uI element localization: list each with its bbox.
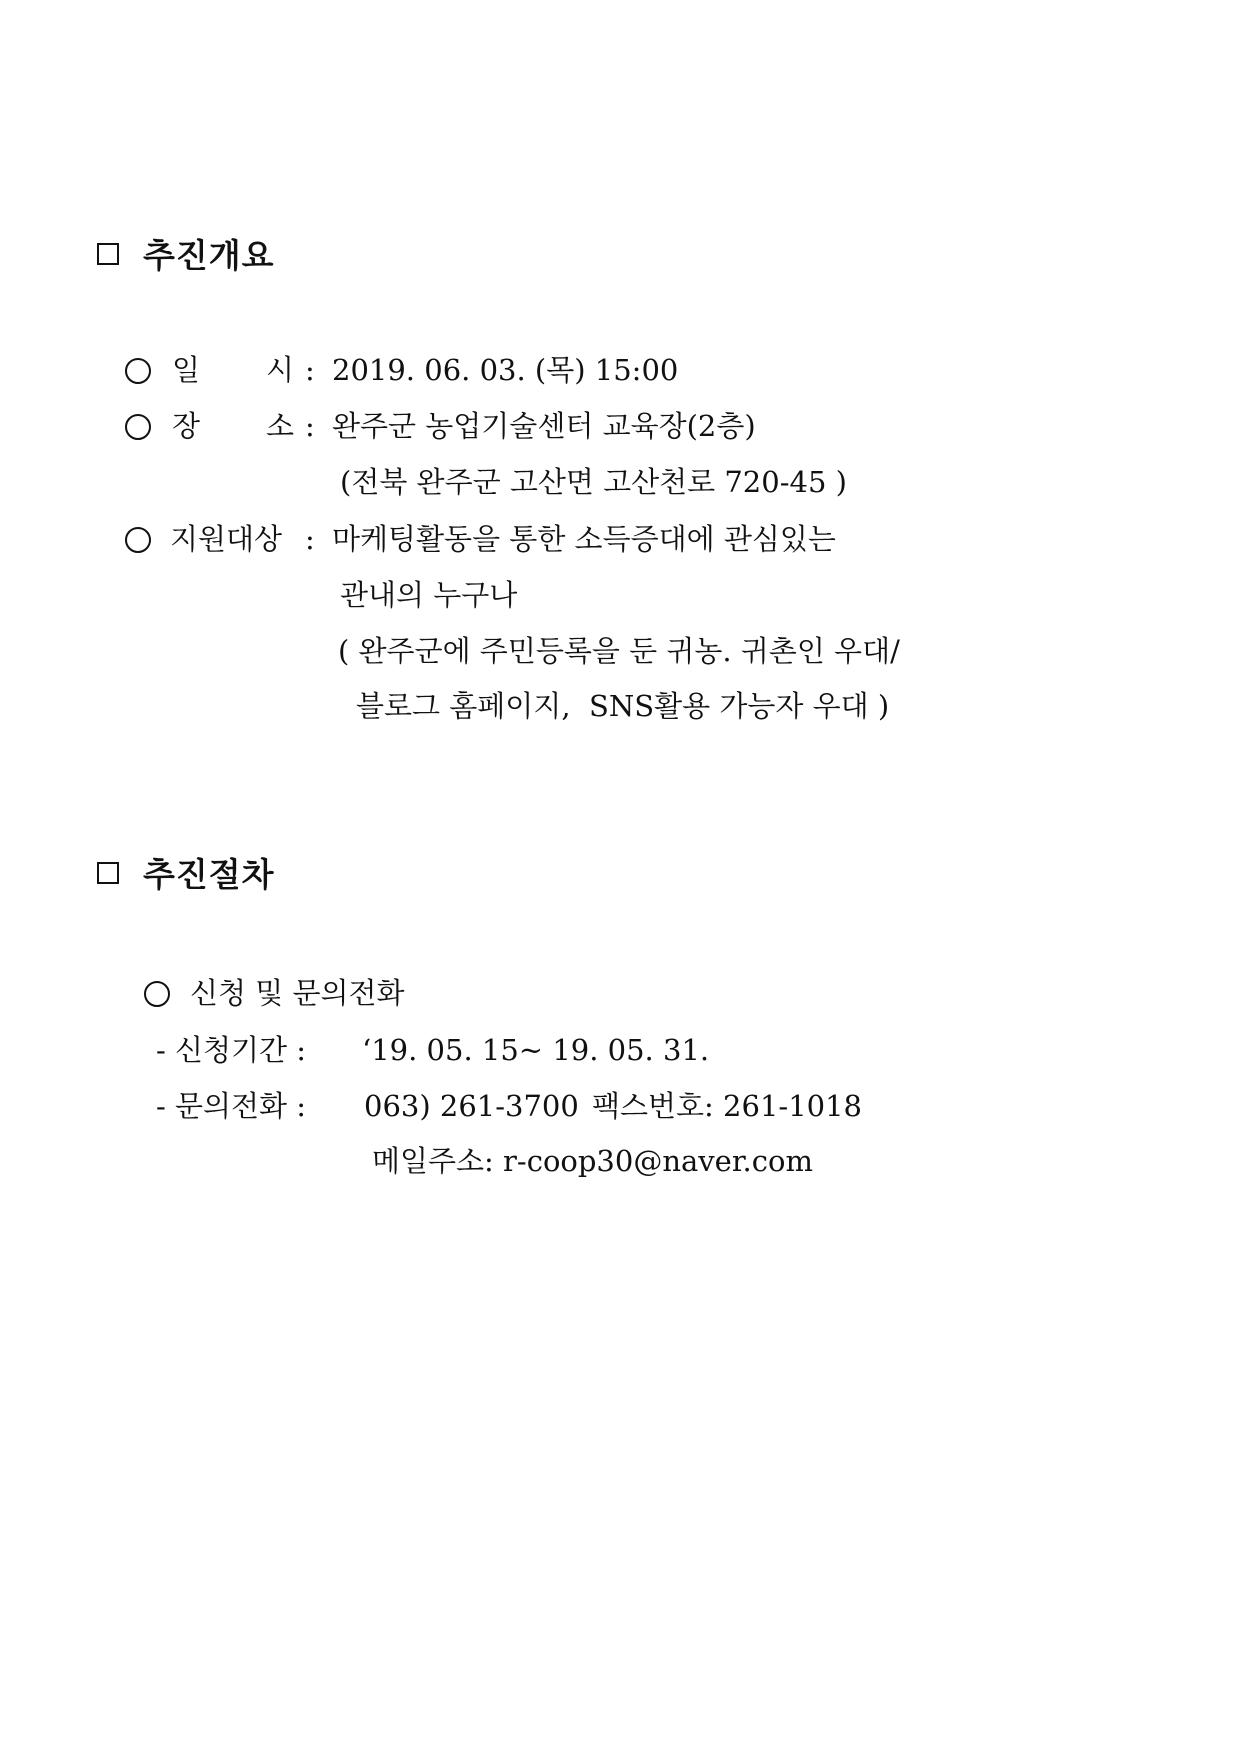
target-line-2: 관내의 누구나 [340, 578, 518, 612]
period-value: ‘19. 05. 15~ 19. 05. 31. [362, 1033, 710, 1067]
date-value: 2019. 06. 03. (목) 15:00 [332, 353, 679, 387]
place-label-second: 소 [266, 409, 295, 443]
date-colon: : [305, 353, 315, 387]
section-title: 추진개요 [143, 236, 275, 275]
place-colon: : [305, 409, 315, 443]
target-line-3: ( 완주군에 주민등록을 둔 귀농. 귀촌인 우대/ [338, 634, 900, 668]
contact-fax: 팩스번호: 261-1018 [592, 1089, 862, 1123]
contact-phone: 063) 261-3700 [364, 1089, 579, 1123]
circle-bullet-icon [125, 414, 151, 440]
target-line-1: 마케팅활동을 통한 소득증대에 관심있는 [332, 522, 836, 556]
place-address: (전북 완주군 고산면 고산천로 720-45 ) [340, 465, 847, 499]
target-colon: : [305, 522, 315, 556]
date-label-second: 시 [266, 353, 295, 387]
contact-label: - 문의전화 : [156, 1089, 307, 1123]
circle-bullet-icon [144, 981, 170, 1007]
apply-title: 신청 및 문의전화 [190, 976, 405, 1010]
place-value: 완주군 농업기술센터 교육장(2층) [332, 409, 756, 443]
target-line-4: 블로그 홈페이지, SNS활용 가능자 우대 ) [356, 689, 890, 723]
contact-email: 메일주소: r-coop30@naver.com [372, 1144, 813, 1178]
place-label-first: 장 [172, 409, 201, 443]
circle-bullet-icon [125, 358, 151, 384]
circle-bullet-icon [125, 527, 151, 553]
date-label-first: 일 [172, 353, 201, 387]
checkbox-square-icon [97, 243, 119, 265]
target-label: 지원대상 [170, 522, 283, 556]
period-label: - 신청기간 : [156, 1033, 307, 1067]
checkbox-square-icon [97, 862, 119, 884]
section-title: 추진절차 [143, 855, 275, 894]
